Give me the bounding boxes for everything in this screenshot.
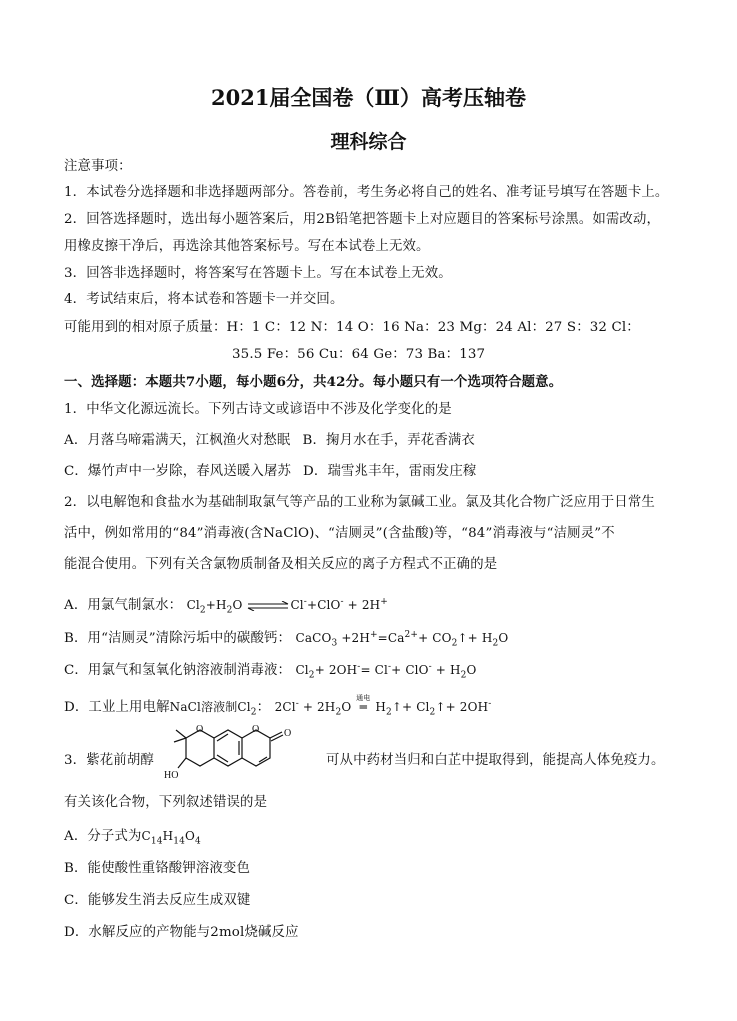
q1-stem: 1．中华文化源远流长。下列古诗文或谚语中不涉及化学变化的是 xyxy=(64,402,452,417)
svg-text:O: O xyxy=(252,724,260,735)
q1-option-c: C．爆竹声中一岁除，春风送暖入屠苏 xyxy=(64,464,292,479)
q2-stem-3: 能混合使用。下列有关含氯物质制备及相关反应的离子方程式不正确的是 xyxy=(64,557,498,572)
molecule-structure-diagram xyxy=(156,720,326,790)
note-item-4: 4．考试结束后，将本试卷和答题卡一并交回。 xyxy=(64,292,344,307)
q3-option-a: A．分子式为$C_{14}H_{14}O_4$ xyxy=(64,829,201,847)
q2-stem-2: 活中，例如常用的“84”消毒液(含NaClO)、“洁厕灵”(含盐酸)等，“84”消毒液与“洁厕灵”不 xyxy=(64,526,615,541)
q1-option-d: D．瑞雪兆丰年，雷雨发庄稼 xyxy=(303,464,477,479)
q3-stem-2: 有关该化合物，下列叙述错误的是 xyxy=(64,795,268,810)
q2-option-a: A．用氯气制氯水： $Cl_2+H_2O$ Cl-+ClO- + 2H+ xyxy=(64,597,388,616)
q2-option-d: D．工业上用电解NaCl溶液制$Cl_2$： $2Cl^- + 2H_2O$ 通电 ═ $H_2↑+$ $Cl_2↑+ 2OH^-$ xyxy=(64,697,491,718)
electrolysis-label: 通电 xyxy=(356,694,371,702)
atomic-mass-line-2: 35.5 Fe：56 Cu：64 Ge：73 Ba：137 xyxy=(232,347,486,362)
page-title: 2021届全国卷（Ⅲ）高考压轴卷 xyxy=(210,85,527,110)
note-item-2: 2．回答选择题时，选出每小题答案后，用2B铅笔把答题卡上对应题目的答案标号涂黑。如需改动， xyxy=(64,212,661,227)
atomic-mass-line-1: 可能用到的相对原子质量：H：1 C：12 N：14 O：16 Na：23 Mg：24 Al：27 S：32 Cl： xyxy=(64,320,640,335)
note-item-3: 3．回答非选择题时，将答案写在答题卡上。写在本试卷上无效。 xyxy=(64,266,452,281)
mol-ho-label: HO xyxy=(164,770,179,781)
q2-stem-1: 2．以电解饱和食盐水为基础制取氯气等产品的工业称为氯碱工业。氯及其化合物广泛应用于日常生 xyxy=(64,495,655,510)
q1-option-b: B．掬月水在手，弄花香满衣 xyxy=(302,433,475,448)
q1-options-cd xyxy=(64,462,476,482)
mol-carbonyl-o: O xyxy=(284,728,292,739)
q2-option-c: C．用氯气和氢氧化钠溶液制消毒液： $Cl_2+ 2OH^-= Cl^-+ ClO^- + H_2O$ xyxy=(64,662,477,681)
q2-option-b: B．用“洁厕灵”清除污垢中的碳酸钙： CaCO$_3$ $+2H^+=Ca^{2+}+$ $CO_2↑+ H_2O$ xyxy=(64,630,509,649)
svg-text:O: O xyxy=(196,724,204,735)
q3-option-c: C．能够发生消去反应生成双键 xyxy=(64,893,251,908)
section-heading: 一、选择题：本题共7小题，每小题6分，共42分。每小题只有一个选项符合题意。 xyxy=(64,374,563,390)
q3-stem-post: 可从中药材当归和白芷中提取得到，能提高人体免疫力。 xyxy=(326,753,665,768)
q1-option-a: A．月落乌啼霜满天，江枫渔火对愁眠 xyxy=(64,433,291,448)
q1-options-ab xyxy=(64,431,475,451)
equilibrium-arrow-icon xyxy=(246,601,290,611)
note-item-2-cont: 用橡皮擦干净后，再选涂其他答案标号。写在本试卷上无效。 xyxy=(64,239,430,254)
note-item-1: 1．本试卷分选择题和非选择题两部分。答卷前，考生务必将自己的姓名、准考证号填写在答题卡上。 xyxy=(64,185,669,200)
q3-stem-pre: 3．紫花前胡醇 xyxy=(64,753,154,768)
q3-option-d: D．水解反应的产物能与2mol烧碱反应 xyxy=(64,925,299,940)
q3-option-b: B．能使酸性重铬酸钾溶液变色 xyxy=(64,861,251,876)
page-subtitle: 理科综合 xyxy=(330,131,407,153)
notes-heading: 注意事项： xyxy=(64,159,132,174)
